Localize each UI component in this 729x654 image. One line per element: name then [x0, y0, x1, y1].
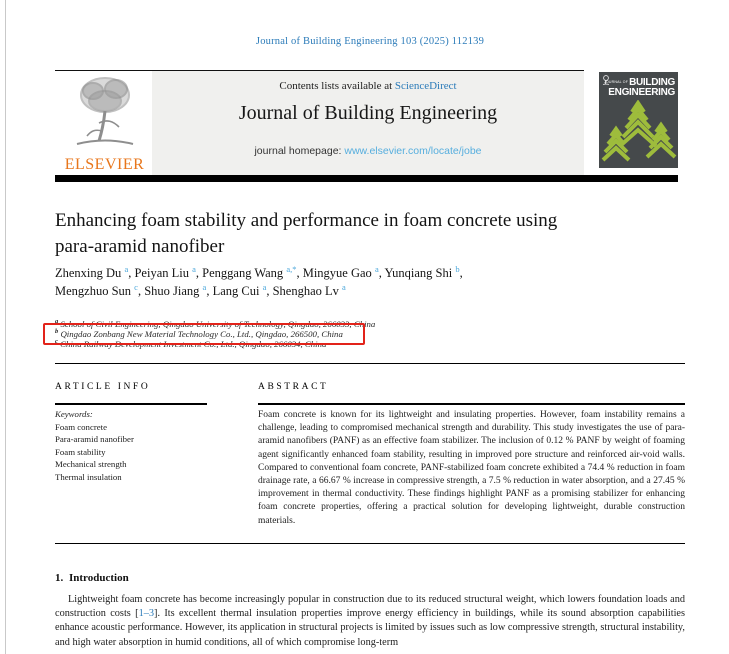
- affiliation-text: Qingdao Zonbang New Material Technology Co., Ltd., Qingdao, 266500, China: [60, 329, 343, 340]
- abstract-bottom-rule: [55, 543, 685, 544]
- author-affiliation-sup[interactable]: a: [192, 263, 196, 274]
- homepage-line: [152, 145, 584, 157]
- author-name: Shenghao Lv: [272, 283, 339, 298]
- keywords-list: [55, 421, 134, 483]
- abstract-underline: [258, 403, 685, 405]
- affiliation-text: School of Civil Engineering, Qingdao University of Technology, Qingdao, 266033, China: [60, 319, 376, 329]
- author-affiliation-sup[interactable]: a: [342, 281, 346, 292]
- author-affiliation-sup[interactable]: a: [262, 281, 267, 292]
- masthead-journal-title: Journal of Building Engineering: [238, 102, 498, 124]
- contents-text: Contents lists available at: [279, 80, 395, 92]
- keyword-item: Para-aramid nanofiber: [55, 434, 134, 445]
- cover-journal-of: JOURNAL OF: [604, 80, 629, 84]
- elsevier-logo: [57, 73, 152, 174]
- journal-cover-thumbnail: [599, 72, 678, 168]
- affiliation-c: [55, 339, 675, 349]
- author: [55, 281, 145, 298]
- abstract-heading: ABSTRACT: [258, 382, 329, 392]
- author: [384, 263, 463, 280]
- author-separator: ,: [137, 283, 145, 298]
- author: [272, 281, 346, 298]
- citation-ref-link[interactable]: 1–3: [138, 608, 155, 620]
- keywords-label: Keywords:: [55, 409, 93, 419]
- intro-text-before: Lightweight foam concrete has become increasingly popular in construction due to its reduced structural weight, which lowers foundation loads and construction costs [: [55, 594, 685, 620]
- homepage-label: journal homepage:: [254, 145, 345, 157]
- author-affiliation-sup[interactable]: a: [374, 263, 379, 274]
- cover-title-line1: BUILDING: [629, 77, 675, 88]
- author: [212, 281, 273, 298]
- author-name: Lang Cui: [212, 283, 260, 298]
- author-separator: ,: [195, 266, 203, 280]
- author: [134, 263, 203, 280]
- author-list: [55, 265, 675, 300]
- cover-trees-graphic: [599, 100, 678, 164]
- author-separator: ,: [206, 283, 213, 298]
- author-name: Yunqiang Shi: [384, 266, 453, 280]
- section-divider-rule: [55, 363, 685, 364]
- affiliation-sup: a: [55, 318, 59, 326]
- author: [302, 263, 385, 280]
- abstract-text: Foam concrete is known for its lightweight and insulating properties. However, foam instability remains a challenge, leading to compromised mechanical strength and durability. This study investigates the use of para-aramid nanofibers (PANF) as an effective foam stabilizer. The inclusion of 0.12 % PANF by weight of foaming agent significantly enhanced foam stability, resulting in improved pore structure and reinforced air-void walls. Compared to conventional foam concrete, PANF-stabilized foam concrete exhibited a 74.4 % reduction in foam drainage rate, a 66.67 % increase in compressive strength, a 7.5 % reduction in water absorption, and a 27.45 % improvement in thermal conductivity. These findings highlight PANF as a promising stabilizer for enhancing foam concrete properties, offering a practical solution for developing lightweight, durable construction materials.: [258, 410, 685, 526]
- author-affiliation-sup[interactable]: b: [455, 263, 460, 274]
- cover-title: [604, 76, 675, 98]
- journal-citation-link[interactable]: Journal of Building Engineering 103 (2025) 112139: [255, 36, 485, 47]
- page-left-edge: [5, 0, 6, 654]
- article-info-underline: [55, 403, 207, 405]
- article-title-line2: para-aramid nanofiber: [55, 236, 225, 257]
- author-separator: ,: [128, 266, 135, 280]
- author-affiliation-sup[interactable]: c: [134, 281, 138, 292]
- journal-masthead: [152, 71, 584, 175]
- cover-title-line2: ENGINEERING: [608, 87, 675, 98]
- author: [55, 263, 135, 280]
- affiliation-a: [55, 319, 675, 329]
- affiliation-list: [55, 319, 675, 350]
- author-separator: ,: [378, 266, 385, 280]
- affiliation-sup: c: [55, 338, 58, 346]
- keyword-item: Foam concrete: [55, 422, 108, 432]
- author-affiliation-sup[interactable]: a: [202, 281, 207, 292]
- affiliation-text: China Railway Development Investment Co., Ltd., Qingdao, 266034, China: [60, 339, 327, 350]
- author-name: Mengzhuo Sun: [55, 283, 132, 298]
- article-title-line1: Enhancing foam stability and performance in foam concrete using: [55, 210, 558, 231]
- article-info-heading: ARTICLE INFO: [55, 382, 151, 392]
- author-affiliation-sup[interactable]: a: [124, 263, 129, 274]
- contents-line: [152, 80, 584, 92]
- intro-text-after: ]. Its excellent thermal insulation properties improve energy efficiency in buildings, while its sound absorption capabilities enhance acoustic performance. However, its application in structural projects is limited by issues such as low compressive strength, structural instability, and high water absorption in humid conditions, all of which compromise long-term: [55, 608, 686, 648]
- elsevier-tree-icon: [69, 73, 141, 153]
- sciencedirect-link[interactable]: ScienceDirect: [394, 80, 457, 92]
- introduction-paragraph: [55, 593, 685, 650]
- author-name: Peiyan Liu: [134, 266, 189, 280]
- keyword-item: Thermal insulation: [55, 471, 122, 482]
- author-name: Shuo Jiang: [144, 283, 200, 298]
- affiliation-sup: b: [55, 328, 59, 336]
- author: [202, 263, 303, 280]
- author-name: Mingyue Gao: [302, 266, 372, 280]
- header-divider-bar: [55, 175, 678, 182]
- author-line-2: [55, 283, 675, 301]
- author-separator: ,: [266, 283, 273, 298]
- author-affiliation-sup[interactable]: a,*: [286, 263, 297, 274]
- author-name: Zhenxing Du: [55, 266, 122, 280]
- author-name: Penggang Wang: [202, 266, 284, 280]
- homepage-link[interactable]: www.elsevier.com/locate/jobe: [344, 145, 482, 157]
- affiliation-b: [55, 329, 675, 339]
- author-line-1: [55, 265, 675, 283]
- author-separator: ,: [459, 266, 463, 280]
- article-title: [55, 208, 665, 260]
- introduction-heading: 1. Introduction: [55, 572, 129, 584]
- keyword-item: Mechanical strength: [55, 459, 127, 470]
- elsevier-wordmark: ELSEVIER: [64, 156, 145, 173]
- author-separator: ,: [296, 266, 303, 280]
- keyword-item: Foam stability: [55, 446, 106, 457]
- author: [144, 281, 213, 298]
